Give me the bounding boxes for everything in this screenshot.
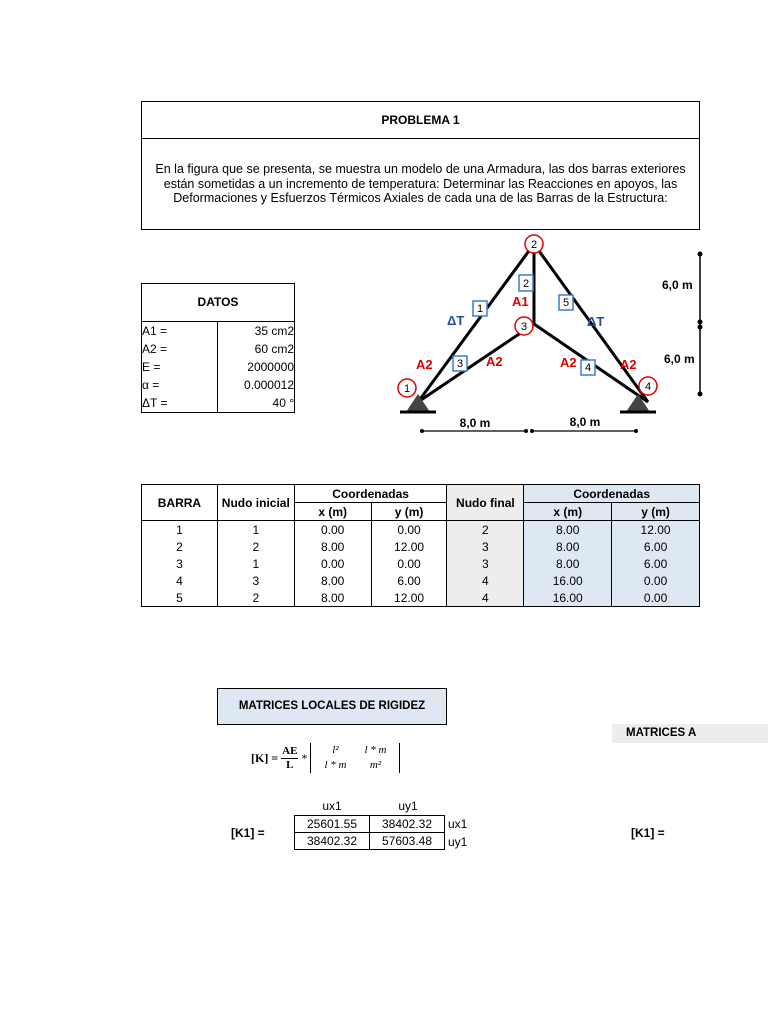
k1-cell: 38402.32 bbox=[370, 816, 445, 833]
node-3-label: 3 bbox=[520, 321, 528, 333]
formula-denominator: L bbox=[286, 758, 294, 771]
datos-panel bbox=[141, 283, 295, 413]
header-y-inicial: y (m) bbox=[371, 503, 447, 521]
datos-value: 40 ° bbox=[272, 396, 294, 410]
table-cell: 0.00 bbox=[294, 555, 371, 572]
datos-row bbox=[142, 340, 295, 358]
bar-box-4 bbox=[581, 360, 595, 375]
problem-title: PROBLEMA 1 bbox=[142, 102, 699, 139]
datos-label: α = bbox=[142, 376, 218, 394]
table-row bbox=[142, 521, 700, 539]
datos-row bbox=[142, 376, 295, 394]
node-4 bbox=[639, 377, 657, 395]
dim-left-label: 8,0 m bbox=[459, 416, 491, 430]
formula-m21: l * m bbox=[324, 759, 347, 771]
header-y-final: y (m) bbox=[612, 503, 700, 521]
formula-m11: l² bbox=[332, 744, 339, 756]
table-cell: 8.00 bbox=[294, 572, 371, 589]
formula-star: * bbox=[301, 750, 308, 765]
dim-right-label: 8,0 m bbox=[569, 415, 601, 429]
datos-row bbox=[142, 394, 295, 413]
table-cell: 12.00 bbox=[371, 538, 447, 555]
datos-value: 2000000 bbox=[247, 360, 294, 374]
table-cell: 2 bbox=[217, 538, 294, 555]
support-right-icon bbox=[626, 394, 650, 412]
delta-t-right: ΔT bbox=[587, 314, 605, 329]
bar-box-1-label: 1 bbox=[476, 303, 484, 315]
datos-row bbox=[142, 358, 295, 376]
datos-table bbox=[141, 321, 295, 413]
dim-horizontal-mid-left bbox=[524, 429, 528, 433]
table-cell: 12.00 bbox=[612, 521, 700, 539]
table-cell: 6.00 bbox=[612, 538, 700, 555]
k1-row-header-1: ux1 bbox=[448, 817, 468, 831]
matrices-right-title bbox=[612, 724, 768, 743]
node-1-label: 1 bbox=[403, 383, 411, 395]
header-coordenadas-final: Coordenadas bbox=[524, 485, 700, 503]
table-row bbox=[142, 538, 700, 555]
table-cell: 8.00 bbox=[524, 538, 612, 555]
table-cell: 3 bbox=[447, 555, 524, 572]
bar-table bbox=[141, 484, 700, 607]
header-coordenadas-inicial: Coordenadas bbox=[294, 485, 447, 503]
bar-box-3 bbox=[453, 356, 467, 371]
table-row bbox=[142, 589, 700, 607]
area-label-a2-mid-left: A2 bbox=[486, 354, 503, 369]
k1-matrix bbox=[294, 815, 445, 850]
node-2-label: 2 bbox=[530, 239, 538, 251]
table-cell: 2 bbox=[142, 538, 218, 555]
datos-value: 35 cm2 bbox=[254, 324, 294, 338]
bar-box-2 bbox=[519, 275, 533, 291]
table-cell: 3 bbox=[447, 538, 524, 555]
formula-numerator: AE bbox=[282, 744, 298, 757]
datos-label: A2 = bbox=[142, 340, 218, 358]
datos-row bbox=[142, 322, 295, 341]
problem-description: En la figura que se presenta, se muestra un modelo de una Armadura, las dos barras exteriores están sometidas a un incremento de temperatura: Determinar las Reacciones en apoyos, las Deformaciones y Esfuerzos Térmicos Axiales de cada una de las Barras de la Estructura: bbox=[155, 162, 686, 205]
k1-row bbox=[295, 833, 445, 850]
datos-label: ΔT = bbox=[142, 394, 218, 413]
k1-cell: 25601.55 bbox=[295, 816, 370, 833]
dim-bottom-label: 6,0 m bbox=[664, 352, 695, 366]
table-cell: 2 bbox=[217, 589, 294, 607]
table-cell: 1 bbox=[142, 521, 218, 539]
delta-t-left: ΔT bbox=[447, 313, 465, 328]
table-cell: 8.00 bbox=[524, 555, 612, 572]
bar-line-3 bbox=[418, 324, 534, 402]
table-cell: 0.00 bbox=[371, 521, 447, 539]
k1-row-header-2: uy1 bbox=[448, 835, 468, 849]
node-1 bbox=[398, 379, 416, 397]
area-label-a1: A1 bbox=[512, 294, 529, 309]
formula-fraction bbox=[281, 745, 298, 772]
formula-matrix bbox=[310, 743, 400, 773]
k1-label-right: [K1] = bbox=[631, 826, 665, 840]
formula-lhs: [K] = bbox=[251, 750, 279, 765]
area-label-a2-right: A2 bbox=[620, 357, 637, 372]
table-cell: 4 bbox=[142, 572, 218, 589]
table-cell: 8.00 bbox=[524, 521, 612, 539]
table-row bbox=[142, 572, 700, 589]
table-cell: 4 bbox=[447, 572, 524, 589]
datos-header: DATOS bbox=[141, 283, 295, 321]
formula-m12: l * m bbox=[364, 744, 387, 756]
k1-row bbox=[295, 816, 445, 833]
header-barra: BARRA bbox=[142, 485, 218, 521]
problem-box bbox=[141, 101, 700, 230]
k1-cell: 38402.32 bbox=[295, 833, 370, 850]
header-x-final: x (m) bbox=[524, 503, 612, 521]
table-cell: 4 bbox=[447, 589, 524, 607]
table-cell: 6.00 bbox=[371, 572, 447, 589]
matrices-right-title-text: MATRICES A bbox=[626, 727, 697, 739]
node-2 bbox=[525, 235, 543, 253]
table-cell: 16.00 bbox=[524, 572, 612, 589]
table-cell: 0.00 bbox=[294, 521, 371, 539]
dim-horizontal-mid-right bbox=[530, 429, 534, 433]
datos-value: 0.000012 bbox=[243, 378, 294, 392]
k1-cell: 57603.48 bbox=[370, 833, 445, 850]
table-cell: 0.00 bbox=[371, 555, 447, 572]
dim-vertical-end-bottom bbox=[698, 392, 703, 397]
header-nudo-final: Nudo final bbox=[447, 485, 524, 521]
k1-col-header-2: uy1 bbox=[398, 799, 418, 813]
formula-m22: m² bbox=[369, 759, 382, 771]
bar-box-4-label: 4 bbox=[584, 362, 592, 374]
table-cell: 2 bbox=[447, 521, 524, 539]
k1-col-header-1: ux1 bbox=[322, 799, 342, 813]
dim-horizontal-end-left bbox=[420, 429, 424, 433]
dim-vertical-end-top bbox=[698, 252, 703, 257]
table-cell: 5 bbox=[142, 589, 218, 607]
table-row bbox=[142, 555, 700, 572]
datos-label: E = bbox=[142, 358, 218, 376]
bar-box-3-label: 3 bbox=[456, 358, 464, 370]
table-cell: 8.00 bbox=[294, 538, 371, 555]
table-cell: 3 bbox=[142, 555, 218, 572]
header-x-inicial: x (m) bbox=[294, 503, 371, 521]
table-cell: 16.00 bbox=[524, 589, 612, 607]
node-3 bbox=[515, 317, 533, 335]
dim-horizontal-end-right bbox=[634, 429, 638, 433]
node-4-label: 4 bbox=[644, 381, 652, 393]
datos-value: 60 cm2 bbox=[254, 342, 294, 356]
area-label-a2-left: A2 bbox=[416, 357, 433, 372]
dim-top-label: 6,0 m bbox=[662, 278, 693, 292]
area-label-a2-mid-right: A2 bbox=[560, 355, 577, 370]
header-nudo-inicial: Nudo inicial bbox=[217, 485, 294, 521]
table-cell: 0.00 bbox=[612, 589, 700, 607]
bar-box-1 bbox=[473, 301, 487, 316]
datos-label: A1 = bbox=[142, 322, 218, 341]
table-cell: 3 bbox=[217, 572, 294, 589]
bar-box-2-label: 2 bbox=[522, 278, 530, 290]
matrices-locales-title: MATRICES LOCALES DE RIGIDEZ bbox=[217, 688, 447, 725]
bar-box-5 bbox=[559, 295, 573, 310]
k1-label: [K1] = bbox=[231, 826, 265, 840]
table-cell: 12.00 bbox=[371, 589, 447, 607]
dim-vertical-mid-bottom bbox=[698, 325, 703, 330]
truss-figure bbox=[380, 230, 710, 440]
table-cell: 6.00 bbox=[612, 555, 700, 572]
table-cell: 0.00 bbox=[612, 572, 700, 589]
stiffness-formula bbox=[251, 738, 400, 778]
dim-vertical-mid-top bbox=[698, 320, 703, 325]
table-cell: 1 bbox=[217, 521, 294, 539]
table-cell: 8.00 bbox=[294, 589, 371, 607]
table-cell: 1 bbox=[217, 555, 294, 572]
bar-box-5-label: 5 bbox=[562, 297, 570, 309]
